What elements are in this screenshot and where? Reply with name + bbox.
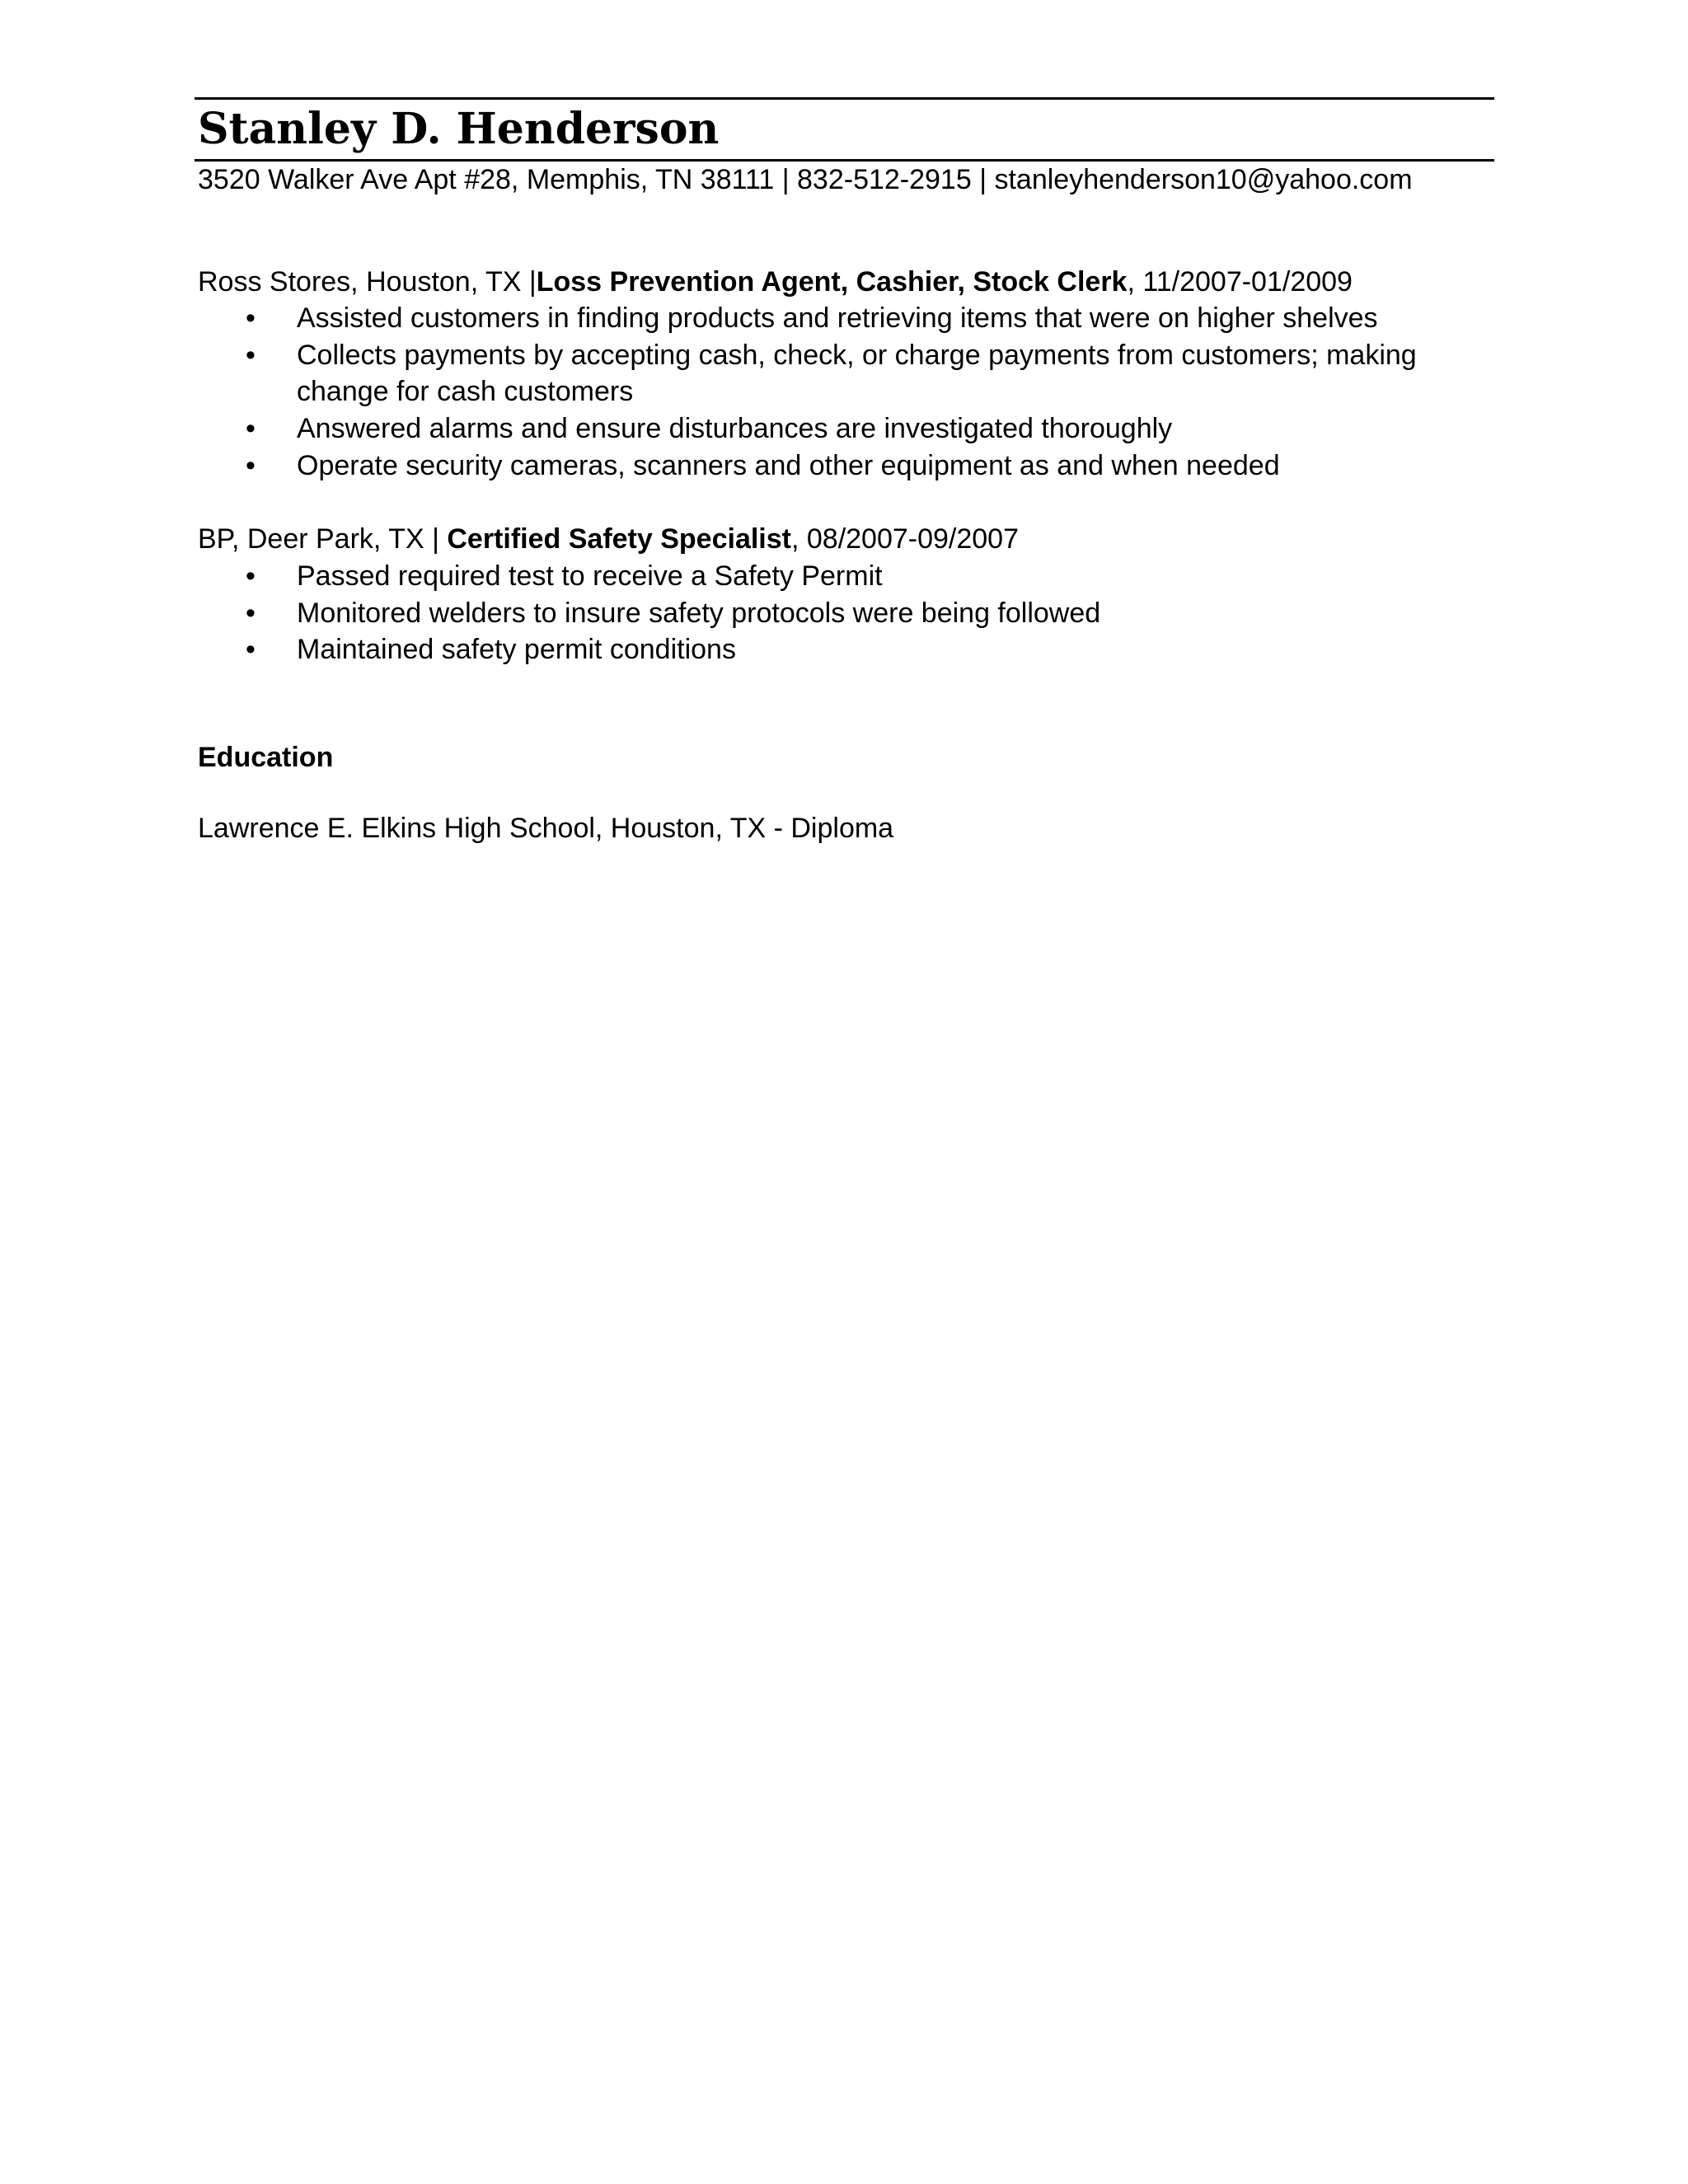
bullet-text: Maintained safety permit conditions [297,634,736,666]
list-item [198,558,1100,595]
job-bullets-ross [198,300,1417,485]
bullet-icon: • [246,560,256,592]
list-item [198,337,1417,410]
list-item [198,595,1100,632]
job-employer: Ross Stores, Houston, TX | [198,266,537,298]
bullet-text: Monitored welders to insure safety protocols were being followed [297,597,1101,629]
job-title: Certified Safety Specialist [447,523,791,555]
bullet-icon: • [246,302,256,334]
list-item [198,448,1417,485]
bullet-icon: • [246,634,256,666]
bullet-text: Assisted customers in finding products and retrieving items that were on higher shelves [297,302,1378,334]
education-entry: Lawrence E. Elkins High School, Houston, TX - Diploma [198,813,894,844]
list-item [198,410,1417,448]
bullet-text: Operate security cameras, scanners and other equipment as and when needed [297,449,1280,481]
bullet-text: Answered alarms and ensure disturbances are investigated thoroughly [297,413,1173,445]
job-header-ross [198,264,1353,300]
header-top-rule [195,97,1494,100]
bullet-text: Passed required test to receive a Safety Permit [297,560,883,592]
bullet-icon: • [246,449,256,481]
bullet-icon: • [246,413,256,445]
job-dates: , 11/2007-01/2009 [1127,266,1353,298]
list-item [198,300,1417,337]
job-employer: BP, Deer Park, TX | [198,523,448,555]
bullet-text-continuation: change for cash customers [297,376,634,408]
list-item [198,631,1100,668]
job-dates: , 08/2007-09/2007 [790,523,1020,555]
job-header-bp [198,521,1019,557]
bullet-icon: • [246,339,256,371]
candidate-name: Stanley D. Henderson [198,104,720,154]
contact-line: 3520 Walker Ave Apt #28, Memphis, TN 38111 | 832-512-2915 | stanleyhenderson10@yahoo.com [198,164,1413,195]
bullet-icon: • [246,597,256,629]
job-title: Loss Prevention Agent, Cashier, Stock Clerk [536,266,1128,298]
bullet-text: Collects payments by accepting cash, check, or charge payments from customers; making [297,339,1417,371]
job-bullets-bp [198,558,1100,668]
education-heading: Education [198,742,334,773]
